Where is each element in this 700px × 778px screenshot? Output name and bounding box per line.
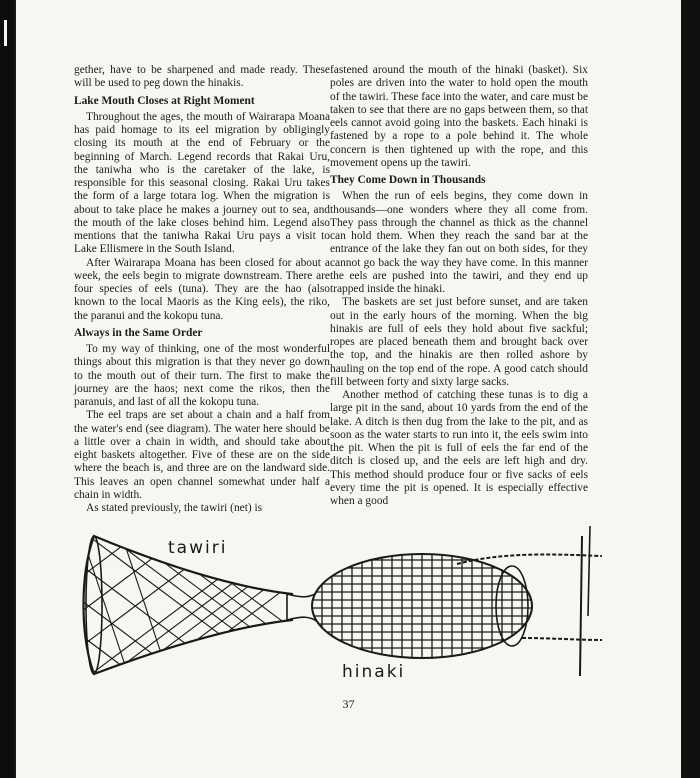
document-page xyxy=(16,0,681,778)
label-hinaki: hinaki xyxy=(342,662,406,682)
left-column xyxy=(74,64,330,515)
scan-edge-right xyxy=(681,0,700,778)
eel-trap-illustration xyxy=(82,516,612,696)
left-intro-paragraph: gether, have to be sharpened and made ready. These will be used to peg down the hinakis. xyxy=(74,64,330,90)
pole xyxy=(580,536,582,676)
page-number: 37 xyxy=(342,697,355,711)
label-tawiri: tawiri xyxy=(168,538,228,558)
tawiri-rim xyxy=(86,536,102,674)
right-paragraph-2: When the run of eels begins, they come down in thousands—one wonders where they all come from. They pass through the channel as thick as the channel can hold them. When they reach the sand bar at the entrance of the lake they fan out on both sides, for they cannot go back the way they have come. In this manner the eels are pushed into the tawiri, and they end up trapped inside the hinaki. xyxy=(330,190,588,295)
left-paragraph-2: After Wairarapa Moana has been closed for about a week, the eels begin to migrate downstream. There are four species of eels (tuna). They are the hao (also known to the local Maoris as the King eels), the riko, the paranui and the kokopu tuna. xyxy=(74,256,330,322)
right-column xyxy=(330,64,588,508)
scan-edge-left xyxy=(0,0,14,778)
left-paragraph-5: As stated previously, the tawiri (net) is xyxy=(86,502,263,514)
heading-same-order: Always in the Same Order xyxy=(74,326,203,339)
pole-2 xyxy=(588,526,590,616)
right-paragraph-1: fastened around the mouth of the hinaki (basket). Six poles are driven into the water to hold open the mouth of the tawiri. These face into the water, and care must be taken to see that there are no gaps between them, so that eels cannot avoid going into the baskets. Each hinaki is fastened by a rope to a pole behind it. The whole concern is then tightened up with the rope, and this movement opens up the tawiri. xyxy=(330,64,588,169)
right-paragraph-4: Another method of catching these tunas is to dig a large pit in the sand, about 10 yards from the end of the lake. A ditch is then dug from the lake to the pit, and as soon as the water starts to run into it, the eels swim into the pit. When the pit is full of eels the far end of the ditch is closed up, and the eels are left high and dry. This method should produce four or five sacks of eels every time the pit is opened. It is especially effective when a good xyxy=(330,389,588,507)
left-paragraph-3: To my way of thinking, one of the most wonderful things about this migration is that they never go down to the mouth out of their turn. The first to make the journey are the haos; next come the rikos, then the paranuis, and last of all the kokopu tuna. xyxy=(74,343,330,408)
right-paragraph-3: The baskets are set just before sunset, and are taken out in the early hours of the morning. When the big hinakis are full of eels they hold about five sackful; ropes are placed beneath them and brought back over the top, and the hinakis are then rolled ashore by hauling on the top end of the rope. A good catch should fill between forty and sixty large sacks. xyxy=(330,296,588,388)
left-paragraph-1: Throughout the ages, the mouth of Wairarapa Moana has paid homage to its eel migration by obligingly closing its mouth at the end of February or the beginning of March. Legend records that Rakai Uru, the taniwha who is the caretaker of the lake, is responsible for this seasonal closing. Rakai Uru takes the form of a large totara log. When the migration is about to take place he makes a journey out to sea, and the mouth of the lake closes behind him. Legend also mentions that the taniwha Rakai Uru pays a visit to Lake Ellismere in the South Island. xyxy=(74,110,330,256)
heading-thousands: They Come Down in Thousands xyxy=(330,174,486,186)
left-paragraph-4: The eel traps are set about a chain and a half from the water's end (see diagram). The water here should be a little over a chain in width, and should take about eight baskets altogether. Five of these are on the side where the beach is, and three are on the landward side. This leaves an open channel somewhat under half a chain in width. xyxy=(74,409,330,501)
scan-mark xyxy=(4,20,7,46)
heading-lake-mouth: Lake Mouth Closes at Right Moment xyxy=(74,94,255,107)
rope-bottom xyxy=(522,638,602,640)
